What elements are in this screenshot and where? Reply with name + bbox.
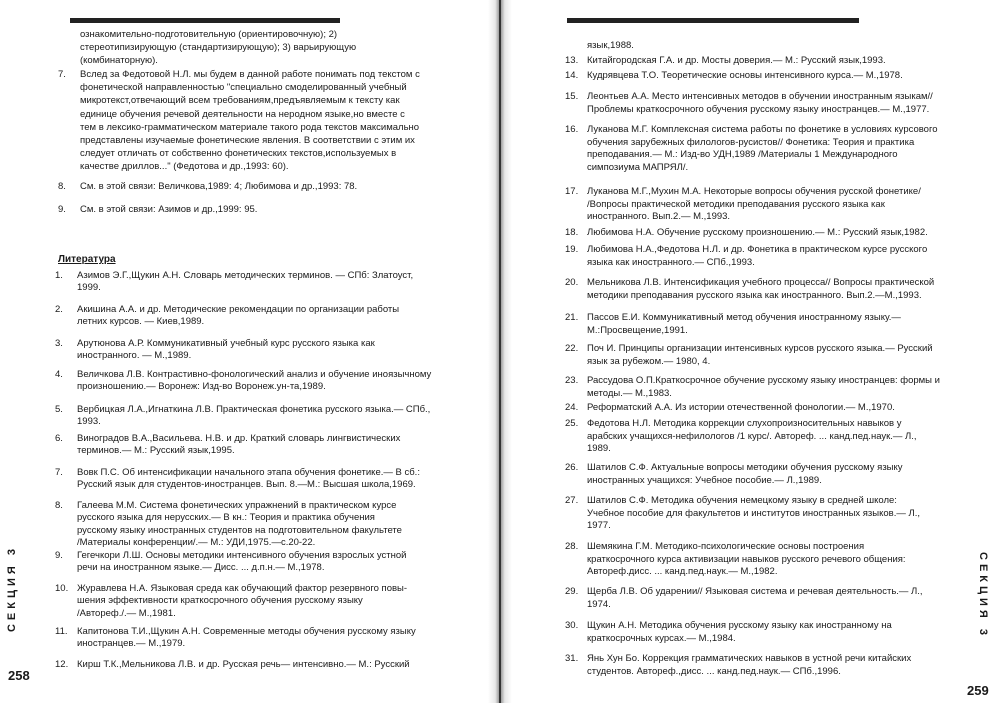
reference-first-line: Шатилов С.Ф. Методика обучения немецкому языку в средней школе: (587, 495, 897, 506)
page-number: 259 (967, 683, 989, 698)
reference-continuation: Автореф.дисс. ... канд.пед.наук.— М.,1982. (587, 566, 778, 578)
reference-first-line: Леонтьев А.А. Место интенсивных методов в обучении иностранным языкам// (587, 91, 933, 102)
reference-item (565, 462, 903, 487)
reference-item (565, 40, 634, 53)
reference-first-line: Любимова Н.А.,Федотова Н.Л. и др. Фонетика в практическом курсе русского (587, 244, 928, 255)
reference-number: 2. (55, 304, 63, 315)
reference-number: 9. (58, 204, 66, 215)
reference-continuation: тем в лексико-грамматическом материале такого рода текстов максимально (80, 121, 420, 133)
reference-first-line: Вербицкая Л.А.,Игнаткина Л.В. Практическая фонетика русского языка.— СПб., (77, 404, 431, 415)
reference-item (565, 375, 940, 400)
reference-continuation: качестве дриллов..." (Федотова и др.,1993: 60). (80, 161, 289, 173)
reference-number: 6. (55, 433, 63, 444)
reference-first-line: Любимова Н.А. Обучение русскому произношению.— М.: Русский язык,1982. (587, 227, 928, 238)
intro-line: ознакомительно-подготовительную (ориентировочную); 2) (80, 29, 338, 40)
reference-continuation: иностранцев.— М.,1979. (77, 638, 186, 650)
reference-item (565, 91, 933, 116)
reference-item (565, 402, 895, 415)
reference-continuation: фонетической направленностью "специально смоделированный учебный (80, 82, 407, 94)
reference-first-line: Капитонова Т.И.,Щукин А.Н. Современные методы обучения русскому языку (77, 626, 416, 637)
reference-item (58, 180, 357, 193)
reference-continuation: обучения зарубежных филологов-русистов// Фонетика: Теория и практика (587, 136, 915, 148)
header-rule (70, 18, 340, 23)
reference-first-line: Китайгородская Г.А. и др. Мосты доверия.— М.: Русский язык,1993. (587, 55, 886, 66)
reference-item (55, 626, 416, 651)
reference-number: 19. (565, 244, 579, 255)
reference-item (565, 277, 934, 302)
reference-item (565, 227, 928, 240)
reference-first-line: Вовк П.С. Об интенсификации начального этапа обучения фонетике.— В сб.: (77, 467, 420, 478)
reference-first-line: Пассов Е.И. Коммуникативный метод обучения иностранному языку.— (587, 312, 901, 323)
reference-first-line: язык,1988. (587, 40, 634, 51)
section-side-label: СЕКЦИЯ 3 (6, 545, 18, 633)
reference-item (55, 659, 410, 671)
reference-first-line: Акишина А.А. и др. Методические рекомендации по организации работы (77, 304, 400, 315)
right-page (505, 0, 1000, 703)
reference-continuation: русского языка для нерусских.— В кн.: Теория и практика обучения (77, 512, 375, 524)
reference-first-line: Гегечкори Л.Ш. Основы методики интенсивного обучения взрослых устной (77, 550, 407, 561)
reference-first-line: Арутюнова А.Р. Коммуникативный учебный курс русского языка как (77, 338, 375, 349)
section-side-label: СЕКЦИЯ 3 (977, 552, 989, 640)
reference-continuation: арабских учащихся-нефилологов /1 курс/. Автореф. ... канд.пед.наук.— Л., (587, 430, 917, 442)
reference-first-line: Рассудова О.П.Краткосрочное обучение русскому языку иностранцев: формы и (587, 375, 940, 386)
reference-item (55, 304, 399, 329)
reference-first-line: Азимов Э.Г.,Щукин А.Н. Словарь методических терминов. — СПб: Златоуст, (77, 270, 414, 281)
reference-continuation: русскому языку иностранных студентов на подготовительном факультете (77, 524, 402, 536)
reference-item (565, 418, 917, 456)
reference-first-line: Шемякина Г.М. Методико-психологические основы построения (587, 541, 865, 552)
reference-first-line: Луканова М.Г. Комплексная система работы по фонетике в условиях курсового (587, 124, 938, 135)
reference-item (55, 550, 407, 575)
reference-number: 8. (55, 500, 63, 511)
reference-first-line: Кирш Т.К.,Мельникова Л.В. и др. Русская речь— интенсивно.— М.: Русский (77, 659, 410, 670)
reference-first-line: Щукин А.Н. Методика обучения русскому языку как иностранному на (587, 620, 892, 631)
reference-first-line: Журавлева Н.А. Языковая среда как обучающий фактор резервного повы- (77, 583, 408, 594)
reference-number: 29. (565, 586, 579, 597)
reference-continuation: иностранных учащихся: Учебное пособие.— Л.,1989. (587, 474, 822, 486)
page-number: 258 (8, 668, 30, 683)
reference-item (565, 653, 911, 678)
literature-heading: Литература (58, 254, 116, 265)
reference-first-line: Федотова Н.Л. Методика коррекции слухопроизносительных навыков у (587, 418, 902, 429)
reference-continuation: преподавания.— М.: Изд-во УДН,1989 /Материалы 1 Международного (587, 149, 898, 161)
reference-continuation: методы.— М.,1983. (587, 387, 672, 399)
reference-number: 21. (565, 312, 579, 323)
reference-item (565, 343, 933, 368)
reference-continuation: 1974. (587, 598, 611, 610)
reference-number: 12. (55, 659, 69, 670)
reference-number: 23. (565, 375, 579, 386)
reference-continuation: краткосрочного курса активизации навыков русского речевого общения: (587, 553, 906, 565)
reference-item (565, 586, 923, 611)
reference-number: 26. (565, 462, 579, 473)
reference-first-line: Мельникова Л.В. Интенсификация учебного процесса// Вопросы практической (587, 277, 935, 288)
reference-first-line: Величкова Л.В. Контрастивно-фонологический анализ и обучение иноязычному (77, 369, 432, 380)
intro-block (80, 28, 356, 67)
header-rule (567, 18, 859, 23)
reference-continuation: Русский язык для студентов-иностранцев. Вып. 8.—М.: Высшая школа,1969. (77, 479, 416, 491)
reference-continuation: шения эффективности краткосрочного обучения русскому языку (77, 595, 363, 607)
reference-first-line: Галеева М.М. Система фонетических упражнений в практическом курсе (77, 500, 397, 511)
reference-number: 10. (55, 583, 69, 594)
reference-item (565, 55, 886, 68)
reference-first-line: Вслед за Федотовой Н.Л. мы будем в данной работе понимать под текстом с (80, 69, 420, 80)
reference-continuation: М.:Просвещение,1991. (587, 324, 688, 336)
reference-item (565, 186, 921, 224)
reference-first-line: Реформатский А.А. Из истории отечественной фонологии.— М.,1970. (587, 402, 895, 413)
reference-item (565, 620, 892, 645)
reference-first-line: См. в этой связи: Величкова,1989: 4; Любимова и др.,1993: 78. (80, 181, 358, 192)
reference-continuation: единице обучения речевой деятельности на неродном языке,но вместе с (80, 108, 405, 120)
reference-first-line: Щерба Л.В. Об ударении// Языковая система и речевая деятельность.— Л., (587, 586, 923, 597)
reference-number: 27. (565, 495, 579, 506)
reference-item (565, 70, 903, 83)
reference-number: 31. (565, 653, 579, 664)
reference-continuation: краткосрочных курсах.— М.,1984. (587, 632, 736, 644)
reference-number: 18. (565, 227, 579, 238)
intro-line: стереотипизирующую (стандартизирующую); 3) варьирующую (80, 42, 357, 53)
reference-continuation: /Вопросы практической методики преподавания русского языка как (587, 198, 885, 210)
reference-continuation: 1993. (77, 416, 101, 428)
reference-continuation: студентов. Автореф.,дисс. ... канд.пед.наук.— СПб.,1996. (587, 665, 841, 677)
reference-item (565, 495, 920, 533)
reference-item (55, 467, 420, 492)
reference-number: 22. (565, 343, 579, 354)
reference-item (55, 583, 407, 620)
reference-number: 5. (55, 404, 63, 415)
reference-item (565, 541, 906, 579)
reference-number: 14. (565, 70, 579, 81)
reference-number: 28. (565, 541, 579, 552)
reference-continuation: произношению.— Воронеж: Изд-во Воронеж.ун-та,1989. (77, 381, 326, 393)
intro-line: (комбинаторную). (80, 55, 158, 66)
reference-item (565, 124, 938, 174)
reference-first-line: См. в этой связи: Азимов и др.,1999: 95. (80, 204, 258, 215)
reference-number: 1. (55, 270, 63, 281)
reference-first-line: Виноградов В.А.,Васильева. Н.В. и др. Краткий словарь лингвистических (77, 433, 401, 444)
reference-number: 9. (55, 550, 63, 561)
reference-item (55, 500, 402, 550)
reference-continuation: Учебное пособие для факультетов и институтов иностранных языков.— Л., (587, 507, 921, 519)
reference-number: 7. (55, 467, 63, 478)
reference-item (55, 369, 431, 394)
reference-continuation: микротекст,отвечающий всем требованиям,предъявляемым к тексту как (80, 95, 400, 107)
reference-continuation: язык за рубежом.— 1980, 4. (587, 355, 711, 367)
reference-first-line: Кудрявцева Т.О. Теоретические основы интенсивного курса.— М.,1978. (587, 70, 903, 81)
reference-continuation: представлены изучаемые фонетические явления. В соответствии с этим их (80, 135, 415, 147)
reference-continuation: симпозиума МАПРЯЛ/. (587, 161, 689, 173)
reference-number: 17. (565, 186, 579, 197)
reference-continuation: Проблемы краткосрочного обучения русскому языку иностранцев.— М.,1977. (587, 103, 930, 115)
reference-continuation: летних курсов. — Киев,1989. (77, 316, 205, 328)
reference-continuation: 1989. (587, 443, 611, 455)
reference-number: 3. (55, 338, 63, 349)
reference-first-line: Янь Хун Бо. Коррекция грамматических навыков в устной речи китайских (587, 653, 912, 664)
reference-continuation: /Автореф./.— М.,1981. (77, 607, 176, 619)
reference-number: 8. (58, 181, 66, 192)
reference-number: 16. (565, 124, 579, 135)
reference-number: 13. (565, 55, 579, 66)
reference-first-line: Шатилов С.Ф. Актуальные вопросы методики обучения русскому языку (587, 462, 903, 473)
reference-first-line: Поч И. Принципы организации интенсивных курсов русского языка.— Русский (587, 343, 933, 354)
reference-number: 4. (55, 369, 63, 380)
gutter-fold (499, 0, 501, 703)
reference-item (55, 433, 400, 458)
reference-number: 25. (565, 418, 579, 429)
left-page (0, 0, 495, 703)
reference-item (58, 68, 420, 174)
reference-item (565, 312, 901, 337)
reference-number: 7. (58, 69, 66, 80)
reference-continuation: языка как иностранного.— СПб.,1993. (587, 256, 755, 268)
reference-continuation: 1999. (77, 282, 101, 294)
reference-continuation: иностранного. Вып.2.— М.,1993. (587, 211, 731, 223)
reference-number: 20. (565, 277, 579, 288)
reference-continuation: следует отличать от собственно фонетических текстов,используемых в (80, 148, 397, 160)
reference-number: 30. (565, 620, 579, 631)
reference-continuation: терминов.— М.: Русский язык,1995. (77, 445, 235, 457)
reference-number: 15. (565, 91, 579, 102)
reference-item (58, 203, 257, 216)
reference-item (55, 338, 375, 363)
reference-continuation: методики преподавания русского языка как иностранного. Вып.2.—М.,1993. (587, 289, 922, 301)
reference-item (55, 270, 413, 295)
reference-continuation: речи на иностранном языке.— Дисс. ... д.п.н.— М.,1978. (77, 562, 325, 574)
reference-continuation: иностранного. — М.,1989. (77, 350, 192, 362)
reference-continuation: 1977. (587, 520, 611, 532)
reference-number: 24. (565, 402, 579, 413)
reference-continuation: /Материалы конференции/.— М.: УДИ,1975.—с.20-22. (77, 537, 316, 549)
reference-item (55, 404, 430, 429)
reference-number: 11. (55, 626, 68, 637)
reference-item (565, 244, 927, 269)
reference-first-line: Луканова М.Г.,Мухин М.А. Некоторые вопросы обучения русской фонетике/ (587, 186, 921, 197)
